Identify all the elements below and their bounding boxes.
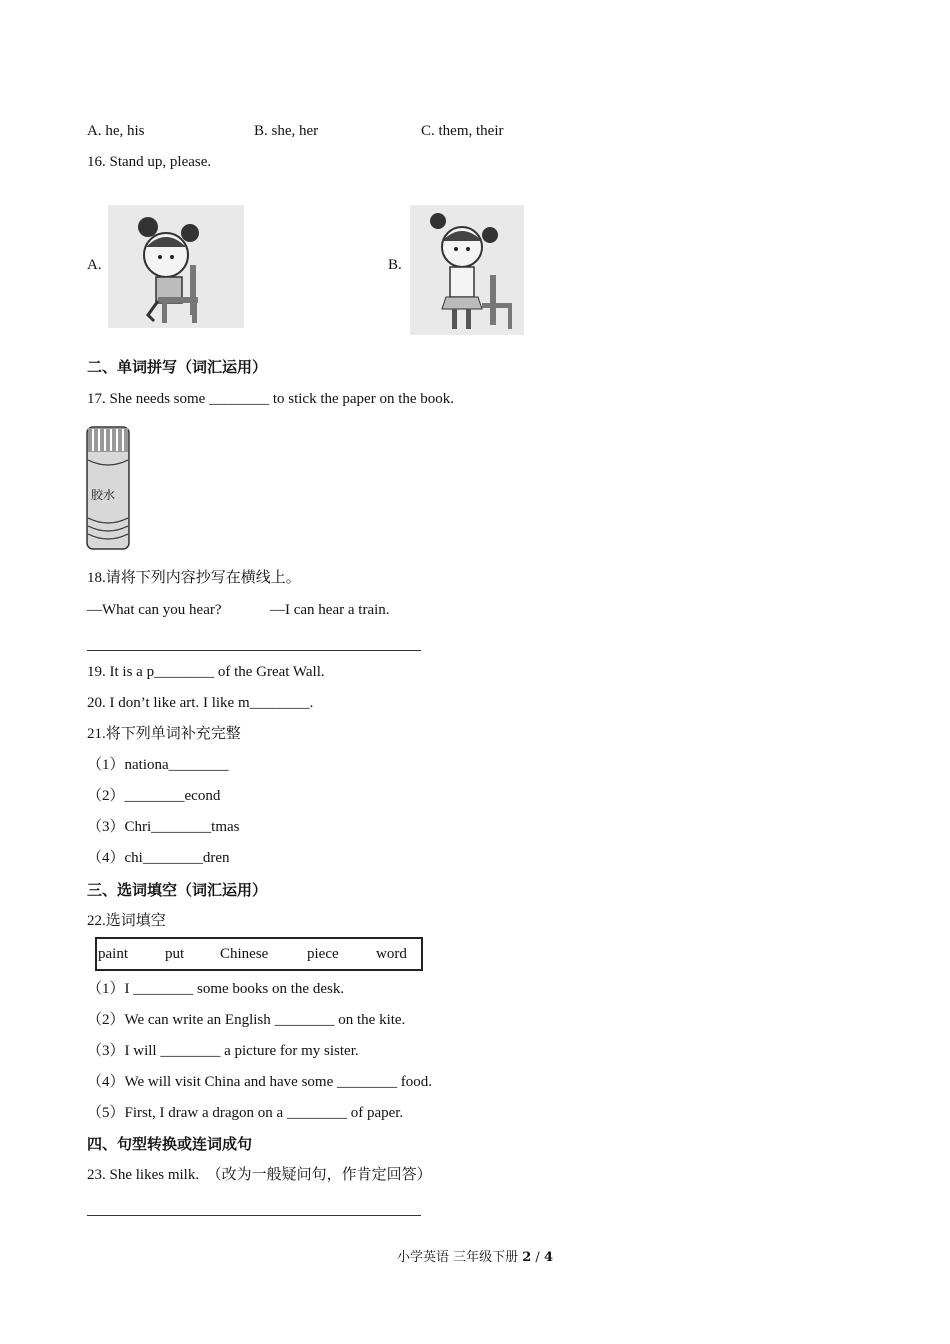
q22-item: （3）I will ________ a picture for my sister. [87, 1043, 359, 1059]
question-23: 23. She likes milk. （改为一般疑问句，作肯定回答） [87, 1167, 432, 1183]
section-3-title: 三、选词填空（词汇运用） [87, 881, 268, 899]
girl-sitting-illustration [108, 205, 244, 328]
glue-label: 胶水 [91, 488, 116, 502]
answer-line [87, 650, 421, 651]
q21-item: （4）chi________dren [87, 850, 230, 866]
girl-standing-illustration [410, 205, 524, 335]
question-18: 18.请将下列内容抄写在横线上。 [87, 570, 301, 586]
option-a-label: A. [87, 257, 102, 273]
q21-item: （2）________econd [87, 788, 221, 804]
footer-text: 小学英语 三年级下册 [396, 1250, 523, 1265]
option-c: C. them, their [421, 123, 504, 139]
page-footer [0, 1246, 950, 1265]
word-bank-item: paint [98, 946, 128, 962]
q22-item: （1）I ________ some books on the desk. [87, 981, 345, 997]
page-number: 2 [522, 1250, 532, 1265]
q22-item: （2）We can write an English ________ on the kite. [87, 1012, 406, 1028]
answer-line [87, 1215, 421, 1216]
question-21: 21.将下列单词补充完整 [87, 726, 241, 742]
section-4-title: 四、句型转换或连词成句 [87, 1135, 253, 1153]
question-20: 20. I don’t like art. I like m________. [87, 695, 314, 711]
page-total: 4 [543, 1250, 553, 1265]
question-16: 16. Stand up, please. [87, 154, 212, 170]
option-b: B. she, her [254, 123, 319, 139]
q21-item: （3）Chri________tmas [87, 819, 240, 835]
glue-bottle-illustration [86, 426, 130, 550]
question-22: 22.选词填空 [87, 913, 166, 929]
question-19: 19. It is a p________ of the Great Wall. [87, 664, 325, 680]
word-bank [95, 937, 423, 971]
question-17: 17. She needs some ________ to stick the paper on the book. [87, 391, 455, 407]
option-b-label: B. [388, 257, 402, 273]
page-separator: / [531, 1250, 544, 1265]
dialogue-answer: —I can hear a train. [270, 602, 390, 618]
word-bank-item: put [165, 946, 185, 962]
word-bank-item: Chinese [220, 946, 269, 962]
word-bank-item: word [376, 946, 407, 962]
option-a: A. he, his [87, 123, 145, 139]
dialogue-question: —What can you hear? [87, 602, 222, 618]
q22-item: （5）First, I draw a dragon on a ________ of paper. [87, 1105, 404, 1121]
q21-item: （1）nationa________ [87, 757, 229, 773]
q22-item: （4）We will visit China and have some ________ food. [87, 1074, 433, 1090]
section-2-title: 二、单词拼写（词汇运用） [87, 358, 268, 376]
word-bank-item: piece [307, 946, 339, 962]
